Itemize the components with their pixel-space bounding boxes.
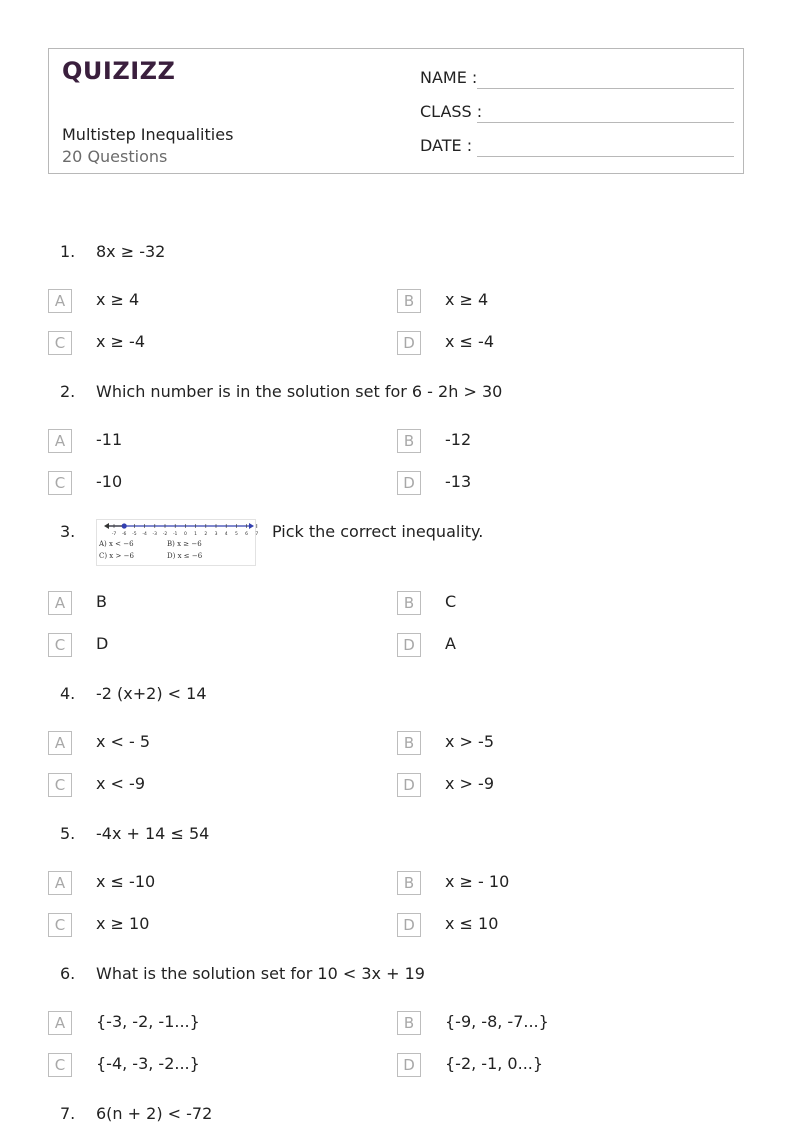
question-number: 1. (60, 242, 76, 261)
question-number: 4. (60, 684, 76, 703)
quizizz-logo: QUIZIZZ (62, 57, 176, 85)
question-text: 6(n + 2) < -72 (96, 1104, 213, 1123)
option-a[interactable] (48, 871, 378, 895)
number-line-image (96, 519, 259, 566)
option-text: x ≥ -4 (96, 332, 145, 351)
option-letter: C (48, 913, 72, 937)
option-a[interactable] (48, 1011, 378, 1035)
option-d[interactable] (397, 471, 727, 495)
option-b[interactable] (397, 731, 727, 755)
option-d[interactable] (397, 1053, 727, 1077)
date-field[interactable] (420, 135, 734, 157)
date-line[interactable] (477, 156, 734, 157)
class-label: CLASS : (420, 102, 483, 121)
question-text: Which number is in the solution set for 6 - 2h > 30 (96, 382, 503, 401)
option-text: x ≤ -4 (445, 332, 494, 351)
option-letter: D (397, 633, 421, 657)
option-a[interactable] (48, 289, 378, 313)
option-text: x ≤ -10 (96, 872, 156, 891)
option-text: {-4, -3, -2...} (96, 1054, 200, 1073)
option-letter: C (48, 1053, 72, 1077)
option-letter: A (48, 1011, 72, 1035)
question-number: 3. (60, 522, 76, 541)
option-c[interactable] (48, 1053, 378, 1077)
solution-point (122, 523, 127, 528)
number-line-tick-label: 4 (224, 532, 228, 537)
option-c[interactable] (48, 773, 378, 797)
option-text: -10 (96, 472, 123, 491)
option-letter: C (48, 331, 72, 355)
number-line-tick-label: -7 (111, 532, 117, 537)
name-field[interactable] (420, 67, 734, 89)
option-b[interactable] (397, 289, 727, 313)
option-d[interactable] (397, 633, 727, 657)
option-text: x > -5 (445, 732, 494, 751)
option-text: x ≥ 10 (96, 914, 150, 933)
number-line-tick-label: 7 (255, 532, 259, 537)
option-a[interactable] (48, 591, 378, 615)
worksheet-header (48, 48, 744, 174)
option-text: -11 (96, 430, 123, 449)
number-line-tick-label: 1 (194, 532, 198, 537)
option-letter: A (48, 871, 72, 895)
option-text: {-3, -2, -1...} (96, 1012, 200, 1031)
option-letter: C (48, 471, 72, 495)
option-d[interactable] (397, 773, 727, 797)
option-text: x ≤ 10 (445, 914, 499, 933)
option-text: -12 (445, 430, 472, 449)
question-text: 8x ≥ -32 (96, 242, 166, 261)
option-letter: A (48, 591, 72, 615)
option-text: {-2, -1, 0...} (445, 1054, 544, 1073)
question-text: Pick the correct inequality. (272, 522, 484, 541)
option-letter: B (397, 289, 421, 313)
option-text: {-9, -8, -7...} (445, 1012, 549, 1031)
option-text: x > -9 (445, 774, 494, 793)
option-letter: C (48, 773, 72, 797)
option-d[interactable] (397, 913, 727, 937)
option-text: A (445, 634, 456, 653)
number-line-tick-label: -6 (121, 532, 127, 537)
number-line-tick-label: 5 (234, 532, 238, 537)
right-arrow-icon (249, 523, 254, 529)
option-letter: D (397, 773, 421, 797)
worksheet-title: Multistep Inequalities (62, 125, 234, 144)
option-letter: D (397, 1053, 421, 1077)
option-a[interactable] (48, 731, 378, 755)
left-arrow-icon (104, 523, 109, 529)
number-line-tick-label: 6 (245, 532, 249, 537)
name-line[interactable] (477, 88, 734, 89)
option-c[interactable] (48, 471, 378, 495)
option-letter: B (397, 731, 421, 755)
option-c[interactable] (48, 633, 378, 657)
option-b[interactable] (397, 591, 727, 615)
option-letter: A (48, 731, 72, 755)
option-text: x ≥ 4 (96, 290, 140, 309)
option-b[interactable] (397, 871, 727, 895)
number-line-tick-label: -2 (162, 532, 168, 537)
choice-c-text: C) x > −6 (99, 552, 134, 560)
option-b[interactable] (397, 1011, 727, 1035)
question-text: What is the solution set for 10 < 3x + 19 (96, 964, 425, 983)
option-b[interactable] (397, 429, 727, 453)
number-line-tick-label: 0 (183, 532, 187, 537)
option-text: x ≥ 4 (445, 290, 489, 309)
number-line-tick-label: -1 (172, 532, 178, 537)
option-a[interactable] (48, 429, 378, 453)
option-c[interactable] (48, 913, 378, 937)
class-line[interactable] (477, 122, 734, 123)
option-letter: D (397, 471, 421, 495)
number-line-tick-label: -3 (152, 532, 158, 537)
name-label: NAME : (420, 68, 478, 87)
question-number: 2. (60, 382, 76, 401)
option-text: -13 (445, 472, 472, 491)
question-text: -2 (x+2) < 14 (96, 684, 207, 703)
question-count: 20 Questions (62, 147, 168, 166)
option-c[interactable] (48, 331, 378, 355)
option-letter: B (397, 871, 421, 895)
option-letter: B (397, 591, 421, 615)
option-letter: D (397, 331, 421, 355)
option-text: x ≥ - 10 (445, 872, 510, 891)
date-label: DATE : (420, 136, 473, 155)
choice-a-text: A) x < −6 (99, 540, 134, 548)
question-text: -4x + 14 ≤ 54 (96, 824, 210, 843)
option-text: B (96, 592, 107, 611)
option-text: x < -9 (96, 774, 145, 793)
option-text: D (96, 634, 109, 653)
number-line-tick-label: -4 (142, 532, 147, 537)
option-d[interactable] (397, 331, 727, 355)
number-line-tick-label: -5 (132, 532, 137, 537)
number-line-tick-label: 2 (204, 532, 208, 537)
number-line-tick-label: 3 (214, 532, 218, 537)
question-number: 6. (60, 964, 76, 983)
choice-d-text: D) x ≤ −6 (167, 552, 203, 560)
option-letter: C (48, 633, 72, 657)
option-text: x < - 5 (96, 732, 151, 751)
option-text: C (445, 592, 457, 611)
option-letter: A (48, 429, 72, 453)
question-number: 5. (60, 824, 76, 843)
option-letter: D (397, 913, 421, 937)
option-letter: A (48, 289, 72, 313)
option-letter: B (397, 1011, 421, 1035)
number-line-svg (97, 520, 259, 565)
choice-b-text: B) x ≥ −6 (167, 540, 202, 548)
class-field[interactable] (420, 101, 734, 123)
option-letter: B (397, 429, 421, 453)
question-number: 7. (60, 1104, 76, 1123)
